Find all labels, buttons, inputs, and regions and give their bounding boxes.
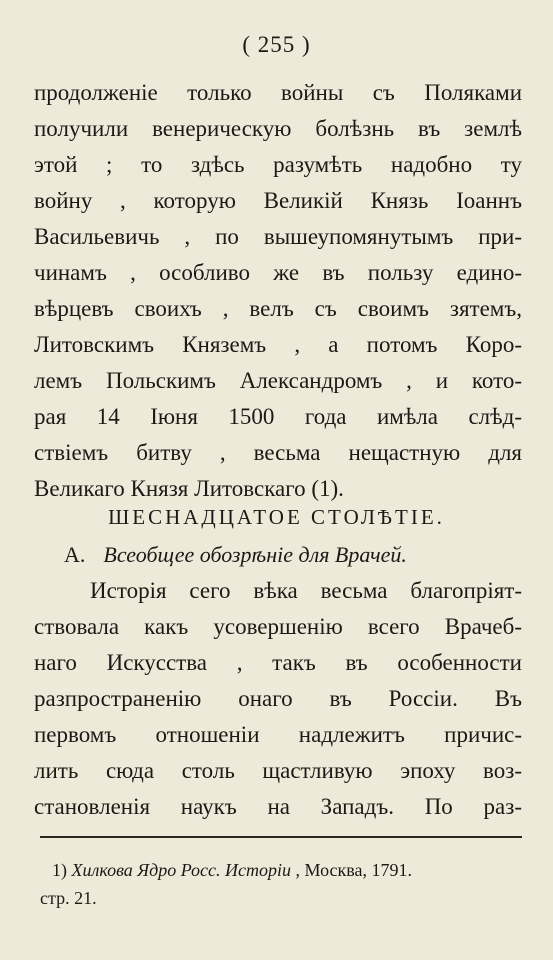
text-line: получили венерическую болѣзнь въ землѣ: [34, 116, 522, 141]
text-line: ствовала какъ усовершенію всего Врачеб-: [34, 614, 522, 639]
text-line: Литовскимъ Княземъ , а потомъ Коро-: [34, 332, 522, 357]
footnote-marker: 1): [52, 860, 67, 880]
text-line: чинамъ , особливо же въ пользу едино-: [34, 260, 522, 285]
text-line: первомъ отношеніи надлежитъ причис-: [34, 722, 522, 747]
subsection-letter: А.: [64, 542, 86, 567]
section-heading: ШЕСНАДЦАТОЕ СТОЛѢТІЕ.: [108, 505, 445, 529]
footnote-rule: [40, 836, 522, 838]
text-line: Великаго Князя Литовскаго (1).: [34, 476, 344, 501]
text-line: разпространенію онаго въ Россіи. Въ: [34, 686, 522, 711]
text-line: лить сюда столь щастливую эпоху воз-: [34, 758, 522, 783]
text-line: становленія наукъ на Западъ. По раз-: [34, 794, 522, 819]
footnote-source: Хилкова Ядро Росс. Исторіи: [71, 860, 292, 880]
text-line: ствіемъ битву , весьма нещастную для: [34, 440, 522, 465]
text-line: Васильевичь , по вышеупомянутымъ при-: [34, 224, 522, 249]
text-line: войну , которую Великій Князь Іоаннъ: [34, 188, 522, 213]
text-line: вѣрцевъ своихъ , велъ съ своимъ зятемъ,: [34, 296, 522, 321]
text-line: продолженіе только войны съ Поляками: [34, 80, 522, 105]
text-line: наго Искусства , такъ въ особенности: [34, 650, 522, 675]
subsection-title: Всеобщее обозрѣніе для Врачей.: [103, 542, 407, 567]
page-number: ( 255 ): [242, 32, 311, 57]
text-line: Исторія сего вѣка весьма благопріят-: [90, 578, 522, 603]
footnote-rest: , Москва, 1791.: [295, 860, 413, 880]
footnote-line-2: стр. 21.: [40, 888, 97, 908]
text-line: рая 14 Іюня 1500 года имѣла слѣд-: [34, 404, 522, 429]
text-line: лемъ Польскимъ Александромъ , и кото-: [34, 368, 522, 393]
subsection-heading: [64, 540, 407, 570]
text-line: этой ; то здѣсь разумѣть надобно ту: [34, 152, 522, 177]
footnote: [52, 858, 542, 882]
